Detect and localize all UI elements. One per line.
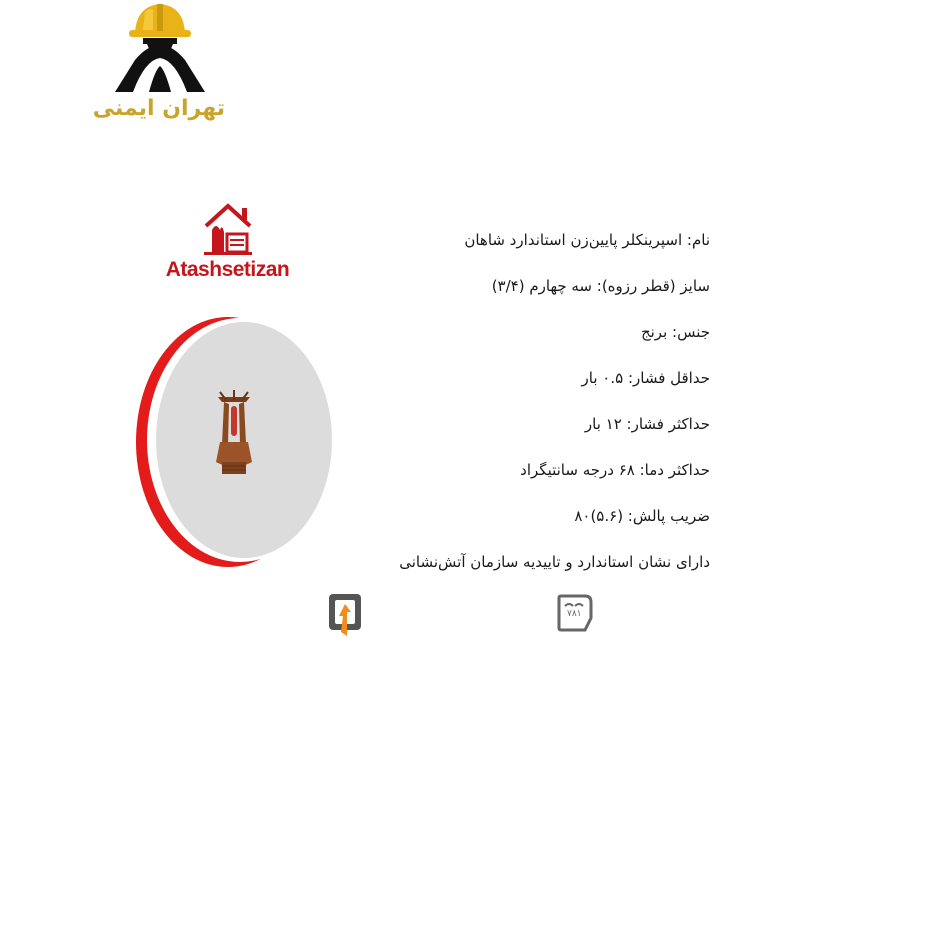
hardhat-tower-icon (105, 0, 215, 95)
brand-logo (160, 200, 295, 295)
spec-max-temp: حداکثر دما: ۶۸ درجه سانتیگراد (520, 461, 710, 479)
house-flame-icon (200, 200, 256, 256)
spec-list (360, 222, 710, 590)
svg-text:۷۸۱: ۷۸۱ (567, 609, 582, 619)
logo-text: تهران ایمنی (92, 96, 225, 121)
spec-size: سایز (قطر رزوه): سه چهارم (۳/۴) (491, 277, 710, 295)
fire-department-icon (325, 590, 365, 640)
spec-name: نام: اسپرینکلر پایین‌زن استاندارد شاهان (464, 231, 710, 249)
spec-approval: دارای نشان استاندارد و تاییدیه سازمان آتش‌نشانی (399, 553, 710, 571)
spec-max-pressure: حداکثر فشار: ۱۲ بار (584, 415, 710, 433)
standard-mark-icon (555, 592, 595, 634)
brand-name: Atashsetizan (165, 258, 290, 281)
product-image (128, 312, 343, 577)
spec-min-pressure: حداقل فشار: ۰.۵ بار (581, 369, 710, 387)
spec-k-factor: ضریب پالش: (۵.۶)۸۰ (574, 507, 710, 525)
company-logo (92, 0, 225, 135)
spec-material: جنس: برنج (640, 323, 710, 341)
